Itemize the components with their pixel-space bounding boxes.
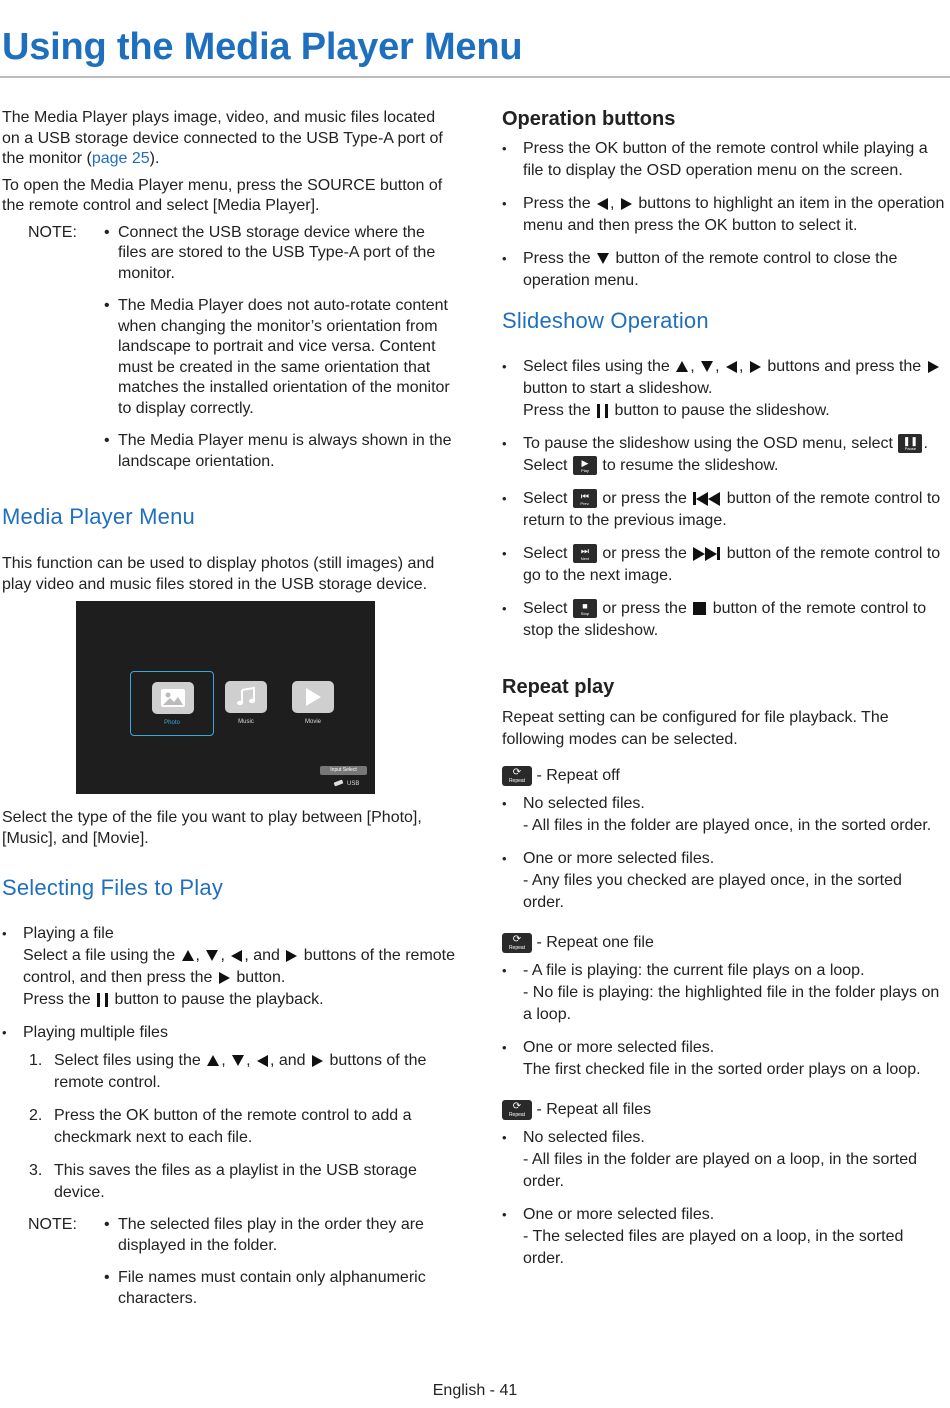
repeat-all-heading: ⟳ Repeat - Repeat all files	[502, 1099, 946, 1121]
file-type-caption: Select the type of the file you want to play between [Photo], [Music], and [Movie].	[2, 809, 422, 847]
slideshow-item: • Select ■ Stop or press the button of the remote control to stop the slideshow.	[502, 598, 946, 642]
note-label: NOTE:	[28, 1216, 77, 1233]
step-item: 2. Press the OK button of the remote control to add a checkmark next to each file.	[29, 1107, 412, 1146]
section-heading-selecting-files: Selecting Files to Play	[2, 875, 224, 900]
previous-track-icon	[693, 492, 720, 506]
media-player-screenshot	[76, 601, 375, 794]
pause-icon	[597, 404, 608, 418]
section-heading-slideshow: Slideshow Operation	[502, 308, 709, 333]
right-column	[502, 108, 946, 1281]
repeat-off-item: • One or more selected files. - Any files you checked are played once, in the sorted order.	[502, 848, 946, 914]
left-arrow-icon	[257, 1055, 268, 1067]
up-arrow-icon	[207, 1055, 219, 1066]
down-arrow-icon	[206, 950, 218, 961]
left-arrow-icon	[726, 361, 737, 373]
movie-tile[interactable]	[271, 671, 355, 736]
music-icon	[225, 681, 267, 713]
intro-note	[2, 223, 457, 485]
usb-icon	[334, 780, 344, 787]
up-arrow-icon	[676, 361, 688, 372]
intro-paragraph: The Media Player plays image, video, and music files located on a USB storage device connected to the USB Type-A port of the monitor (page 25).	[2, 109, 443, 167]
right-arrow-icon	[312, 1055, 323, 1067]
slideshow-item: • Select ⏮ Prev. or press the button of the remote control to return to the previous image.	[502, 488, 946, 532]
osd-play-icon: ▶ Play	[573, 456, 597, 475]
title-divider	[0, 76, 950, 78]
right-arrow-icon	[286, 950, 297, 962]
play-icon	[292, 681, 334, 713]
down-arrow-icon	[597, 253, 609, 264]
playing-multiple-files-item: • Playing multiple files 1. Select files using the , , , and buttons of the remote control. 2. Press the OK button of the remote control to add a checkmark next to each file. 3. This saves the files as a playlist in the USB storage device.	[2, 1022, 457, 1204]
note-item: • Connect the USB storage device where the files are stored to the USB Type-A port of the monitor.	[102, 223, 457, 285]
movie-label: Movie	[304, 719, 321, 725]
right-arrow-icon	[928, 361, 939, 373]
photo-label: Photo	[164, 720, 180, 726]
note-item: • The selected files play in the order they are displayed in the folder.	[102, 1215, 457, 1256]
repeat-off-heading: ⟳ Repeat - Repeat off	[502, 765, 946, 787]
left-column	[2, 108, 457, 1321]
repeat-all-item: • One or more selected files. - The selected files are played on a loop, in the sorted order.	[502, 1204, 946, 1270]
slideshow-item: • To pause the slideshow using the OSD menu, select ❚❚ Pause . Select ▶ Play to resume the slideshow.	[502, 433, 946, 477]
selecting-note	[2, 1215, 457, 1321]
open-menu-paragraph: To open the Media Player menu, press the SOURCE button of the remote control and select [Media Player].	[2, 176, 443, 214]
section-heading-repeat-play: Repeat play	[502, 676, 615, 698]
section-heading-operation-buttons: Operation buttons	[502, 108, 676, 130]
note-item: • File names must contain only alphanumeric characters.	[102, 1268, 457, 1309]
step-item: 1. Select files using the , , , and buttons of the remote control.	[29, 1052, 427, 1091]
repeat-one-heading: ⟳ Repeat - Repeat one file	[502, 932, 946, 954]
pause-icon	[97, 993, 108, 1007]
right-arrow-icon	[219, 972, 230, 984]
repeat-all-icon: ⟳ Repeat	[502, 1100, 532, 1120]
repeat-description: Repeat setting can be configured for file playback. The following modes can be selected.	[502, 709, 889, 748]
note-item: • The Media Player menu is always shown in the landscape orientation.	[102, 431, 457, 472]
input-select-button[interactable]: Input Select	[320, 766, 367, 775]
down-arrow-icon	[701, 361, 713, 372]
osd-pause-icon: ❚❚ Pause	[898, 434, 922, 453]
repeat-one-item: • One or more selected files. The first checked file in the sorted order plays on a loop.	[502, 1037, 946, 1081]
left-arrow-icon	[231, 950, 242, 962]
page-footer: English - 41	[432, 1382, 518, 1399]
note-label: NOTE:	[28, 223, 77, 241]
next-track-icon	[693, 547, 720, 561]
osd-prev-icon: ⏮ Prev.	[573, 489, 597, 508]
right-arrow-icon	[750, 361, 761, 373]
operation-item: • Press the , buttons to highlight an item in the operation menu and then press the OK button to select it.	[502, 193, 946, 237]
repeat-off-item: • No selected files. - All files in the folder are played once, in the sorted order.	[502, 793, 946, 837]
repeat-one-item: • - A file is playing: the current file plays on a loop. - No file is playing: the highlighted file in the folder plays on a loop.	[502, 960, 946, 1026]
playing-a-file-item: • Playing a file Select a file using the , , , and buttons of the remote control, and then press the button. Press the button to pause the playback.	[2, 923, 457, 1011]
media-menu-description: This function can be used to display photos (still images) and play video and music files stored in the USB storage device.	[2, 555, 435, 593]
slideshow-item: • Select ⏭ Next or press the button of the remote control to go to the next image.	[502, 543, 946, 587]
right-arrow-icon	[621, 198, 632, 210]
photo-icon	[152, 682, 194, 714]
note-item: • The Media Player does not auto-rotate content when changing the monitor’s orientation from landscape to portrait and vice versa. Content must be created in the same orientation that matches the installed orientation of the monitor to display correctly.	[102, 296, 457, 419]
osd-stop-icon: ■ Stop	[573, 599, 597, 618]
up-arrow-icon	[182, 950, 194, 961]
repeat-off-icon: ⟳ Repeat	[502, 766, 532, 786]
stop-icon	[693, 602, 706, 615]
page-title: Using the Media Player Menu	[2, 26, 523, 68]
operation-item: • Press the OK button of the remote control while playing a file to display the OSD operation menu on the screen.	[502, 138, 946, 182]
operation-item: • Press the button of the remote control to close the operation menu.	[502, 248, 946, 292]
step-item: 3. This saves the files as a playlist in the USB storage device.	[29, 1162, 417, 1201]
slideshow-item: • Select files using the , , , buttons and press the button to start a slideshow. Press the button to pause the slideshow.	[502, 356, 946, 422]
left-arrow-icon	[597, 198, 608, 210]
repeat-all-item: • No selected files. - All files in the folder are played on a loop, in the sorted order.	[502, 1127, 946, 1193]
photo-tile[interactable]	[130, 671, 214, 736]
music-label: Music	[238, 719, 254, 725]
usb-source: USB	[334, 781, 359, 787]
repeat-one-icon: ⟳ Repeat	[502, 933, 532, 953]
section-heading-media-player-menu: Media Player Menu	[2, 504, 195, 529]
osd-next-icon: ⏭ Next	[573, 544, 597, 563]
down-arrow-icon	[232, 1055, 244, 1066]
page-link[interactable]: page 25	[91, 150, 150, 167]
